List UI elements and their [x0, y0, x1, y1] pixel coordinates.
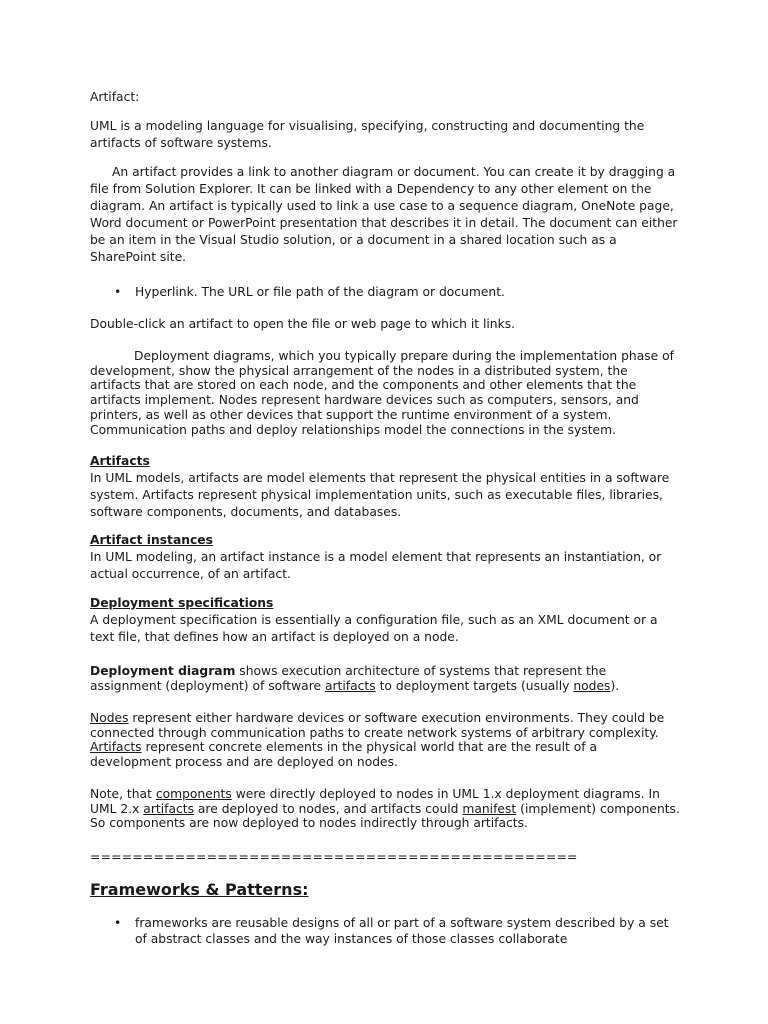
artifact-title: Artifact:: [90, 90, 140, 104]
artifacts-heading: Artifacts: [90, 454, 150, 468]
hyperlink-bullet-text: Hyperlink. The URL or file path of the diagram or document.: [135, 285, 505, 299]
artifacts-link[interactable]: artifacts: [324, 678, 376, 693]
bullet-icon: •: [114, 916, 122, 930]
note-text: (implement) components. So components are now deployed to nodes indirectly through artifacts.: [90, 801, 680, 831]
artifact-instances-heading: Artifact instances: [90, 533, 213, 547]
uml-definition: UML is a modeling language for visualising, specifying, constructing and documenting the artifacts of software systems.: [90, 119, 645, 150]
deployment-diagrams-paragraph: Deployment diagrams, which you typically prepare during the implementation phase of development, show the physical arrangement of the nodes in a distributed system, the artifacts that are stored on each node, and the components and other elements that the artifacts implement. Nodes represent hardware devices such as computers, sensors, and printers, as well as other devices that support the runtime environment of a system. Communication paths and deploy relationships model the connections in the system.: [90, 349, 674, 437]
artifacts-section: [90, 453, 680, 521]
artifact-instances-body: In UML modeling, an artifact instance is a model element that represents an instantiation, or actual occurrence, of an artifact.: [90, 550, 662, 581]
deployment-specifications-heading: Deployment specifications: [90, 596, 274, 610]
artifact-description: An artifact provides a link to another diagram or document. You can create it by dragging a file from Solution Explorer. It can be linked with a Dependency to any other element on the diagram. An artifact is typically used to link a use case to a sequence diagram, OneNote page, Word document or PowerPoint presentation that describes it in detail. The document can either be an item in the Visual Studio solution, or a document in a shared location such as a SharePoint site.: [90, 165, 678, 264]
bullet-icon: •: [114, 285, 122, 299]
artifact-instances-section: [90, 532, 680, 583]
nodes-link[interactable]: nodes: [573, 678, 611, 693]
deployment-diagram-paragraph: [90, 664, 680, 693]
components-link[interactable]: components: [155, 787, 232, 801]
deployment-text: to deployment targets (usually: [375, 678, 574, 693]
manifest-link[interactable]: manifest: [462, 801, 517, 816]
deployment-text: ).: [610, 678, 620, 693]
nodes-link[interactable]: Nodes: [90, 711, 129, 725]
frameworks-bullet-text: frameworks are reusable designs of all or part of a software system described by a set of abstract classes and the way instances of those classes collaborate: [135, 916, 669, 946]
deployment-diagram-term: Deployment diagram: [90, 664, 236, 678]
note-text: are deployed to nodes, and artifacts could: [193, 801, 463, 816]
components-note-paragraph: [90, 787, 680, 831]
hyperlink-bullet: [90, 284, 680, 300]
deployment-text: shows execution architecture of systems that represent the assignment (deployment) of software: [90, 664, 607, 693]
artifacts-link[interactable]: Artifacts: [90, 740, 142, 755]
nodes-paragraph: [90, 711, 680, 770]
note-text: were directly deployed to nodes in UML 1.x deployment diagrams. In UML 2.x: [90, 787, 660, 816]
nodes-text: represent either hardware devices or software execution environments. They could be connected through communication paths to create network systems of arbitrary complexity.: [90, 711, 665, 740]
artifacts-link[interactable]: artifacts: [143, 801, 194, 816]
nodes-text: represent concrete elements in the physical world that are the result of a development process and are deployed on nodes.: [90, 740, 598, 770]
deployment-specifications-body: A deployment specification is essentially a configuration file, such as an XML document or a text file, that defines how an artifact is deployed on a node.: [90, 613, 658, 644]
separator-line: ==============================================: [90, 850, 578, 864]
artifacts-body: In UML models, artifacts are model elements that represent the physical entities in a software system. Artifacts represent physical implementation units, such as executable files, libraries, software components, documents, and databases.: [90, 471, 670, 519]
frameworks-heading: Frameworks & Patterns:: [90, 880, 309, 899]
frameworks-bullet: [90, 915, 680, 947]
deployment-specifications-section: [90, 595, 680, 646]
note-text: Note, that: [90, 787, 156, 801]
double-click-paragraph: Double-click an artifact to open the file or web page to which it links.: [90, 317, 516, 331]
